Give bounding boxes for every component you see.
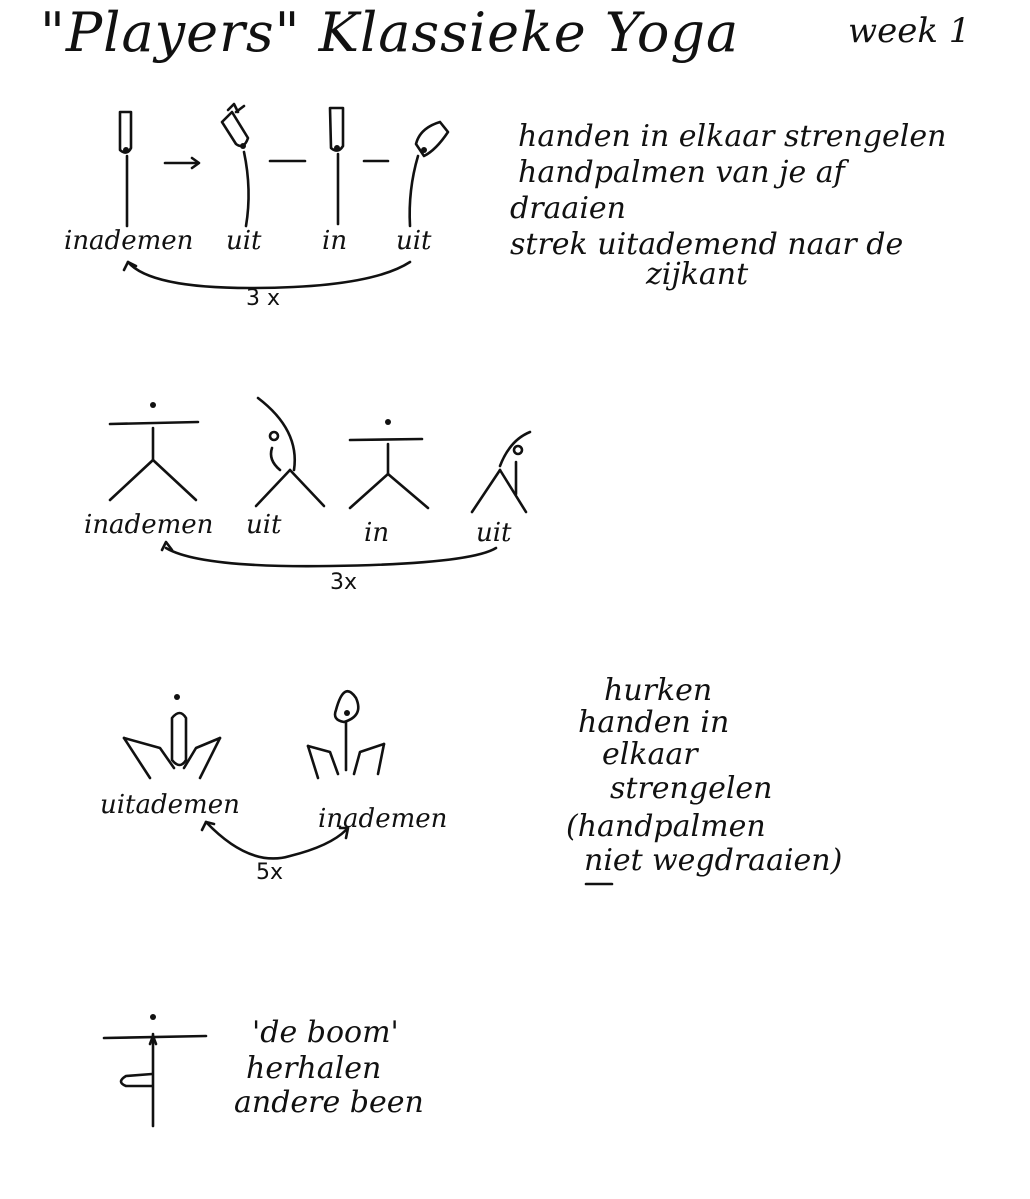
- note-line: handpalmen van je af: [518, 155, 845, 190]
- note-line: handen in elkaar strengelen: [518, 119, 947, 154]
- step-label: uit: [476, 518, 512, 548]
- step-label: inademen: [64, 226, 194, 256]
- repeat-count: 5x: [256, 860, 284, 885]
- figure-squat-exhale: [124, 694, 220, 778]
- note-line: 'de boom': [252, 1015, 399, 1050]
- repeat-arc: [128, 262, 410, 288]
- note-line: zijkant: [646, 257, 749, 292]
- step-label: uit: [226, 226, 262, 256]
- figure-standing-arms-up: [120, 112, 131, 226]
- repeat-count: 3 x: [246, 286, 281, 311]
- step-label: uitademen: [100, 790, 240, 820]
- step-label: inademen: [318, 804, 448, 834]
- figure-side-bend-left: [410, 122, 448, 226]
- repeat-count: 3x: [330, 570, 358, 595]
- step-label: in: [364, 518, 390, 548]
- figure-wide-stance-side-bend: [472, 432, 530, 512]
- note-line: andere been: [234, 1085, 424, 1120]
- note-line: (handpalmen: [566, 809, 766, 844]
- note-line: herhalen: [246, 1051, 382, 1086]
- figure-standing-arms-up: [330, 108, 343, 224]
- arrow-icon: [165, 158, 199, 168]
- step-label: inademen: [84, 510, 214, 540]
- note-line: hurken: [604, 673, 713, 708]
- note-line: wegdraaien): [652, 843, 843, 878]
- step-label: uit: [246, 510, 282, 540]
- note-line: elkaar: [602, 737, 698, 772]
- figure-squat-inhale: [308, 691, 384, 778]
- figure-tree-pose: [104, 1014, 206, 1126]
- note-emphasis: niet: [584, 843, 643, 878]
- figure-wide-stance-side-bend: [256, 398, 324, 506]
- note-line: strengelen: [610, 771, 773, 806]
- note-line: draaien: [510, 191, 626, 226]
- figure-side-bend-right: [222, 104, 249, 226]
- week-label: week 1: [848, 11, 971, 51]
- figure-wide-stance-arms-out: [350, 419, 428, 508]
- note-line: handen in: [578, 705, 730, 740]
- repeat-arc: [166, 548, 496, 566]
- page-title: "Players" Klassieke Yoga: [40, 1, 740, 64]
- figure-wide-stance-arms-out: [110, 402, 198, 500]
- note-line: strek uitademend naar de: [510, 227, 904, 262]
- step-label: uit: [396, 226, 432, 256]
- step-label: in: [322, 226, 348, 256]
